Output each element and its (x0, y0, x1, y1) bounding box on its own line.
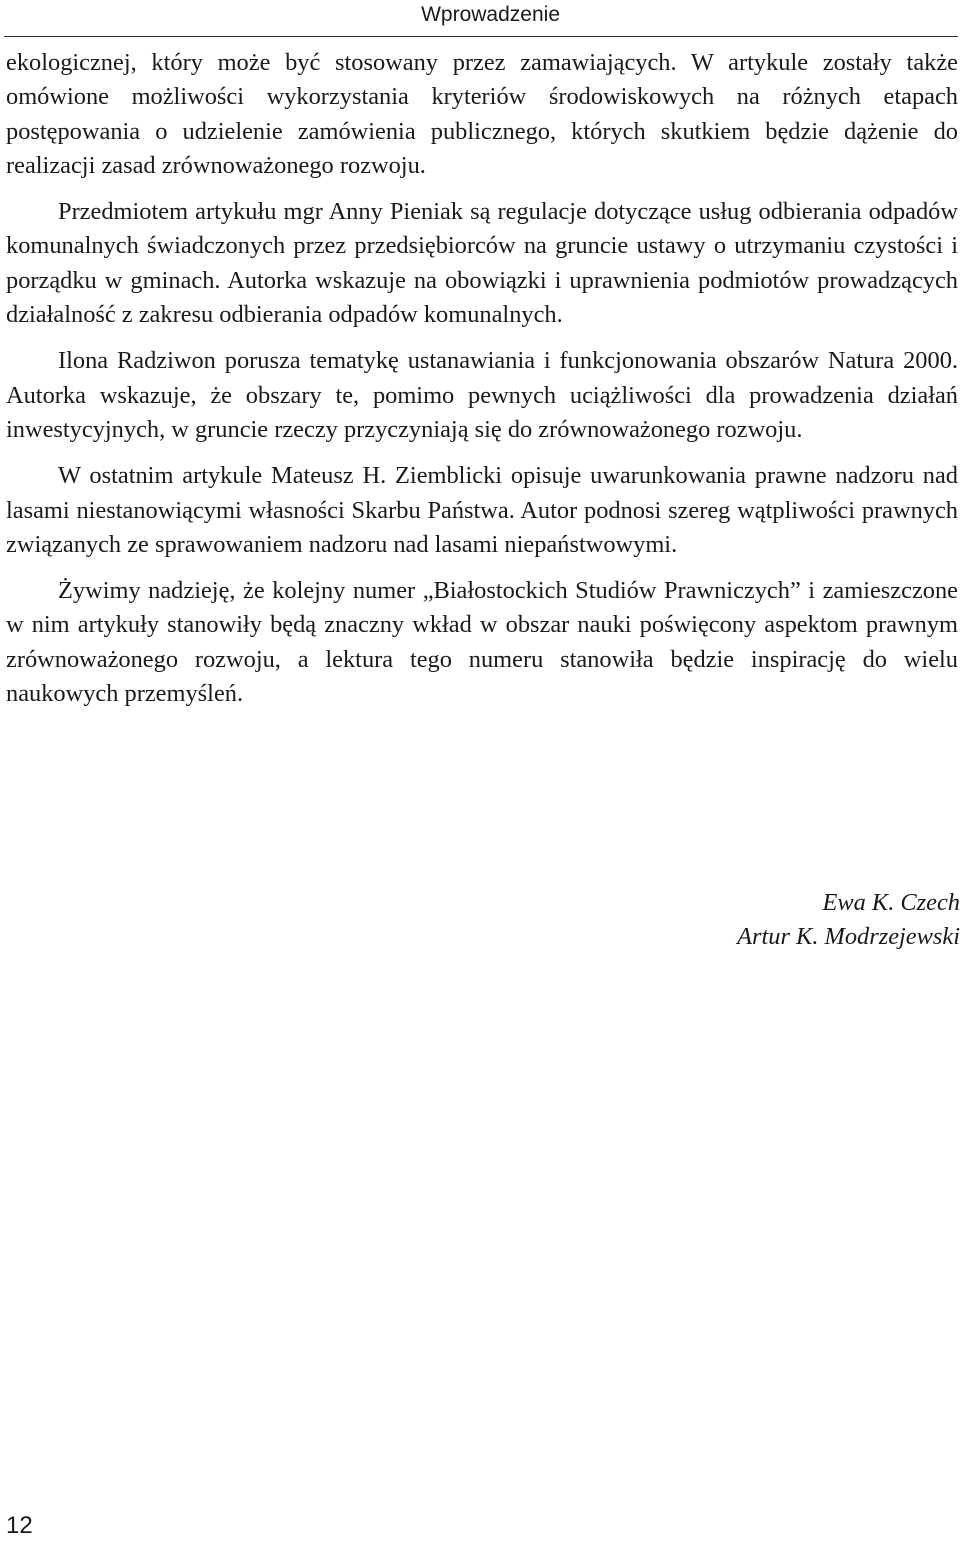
signature-author-2: Artur K. Modrzejewski (737, 923, 960, 950)
paragraph-continuation: ekologicznej, który może być stosowany przez zamawiających. W artykule zostały także omówione możliwości wykorzystania kryteriów środowiskowych na różnych etapach postępowania o udzielenie zamówienia publicznego, których skutkiem będzie dążenie do realizacji zasad zrównoważonego rozwoju. (6, 49, 958, 179)
body-text (6, 46, 958, 723)
running-header: Wprowadzenie (421, 3, 560, 26)
paragraph-pieniak: Przedmiotem artykułu mgr Anny Pieniak są regulacje dotyczące usług odbierania odpadów komunalnych świadczonych przez przedsiębiorców na gruncie ustawy o utrzymaniu czystości i porządku w gminach. Autorka wskazuje na obowiązki i uprawnienia podmiotów prowadzących działalność z zakresu odbierania odpadów komunalnych. (6, 198, 958, 329)
signatures (560, 886, 960, 954)
paragraph-radziwon: Ilona Radziwon porusza tematykę ustanawiania i funkcjonowania obszarów Natura 2000. Autorka wskazuje, że obszary te, pomimo pewnych uciążliwości dla prowadzenia działań inwestycyjnych, w gruncie rzeczy przyczyniają się do zrównoważonego rozwoju. (6, 347, 958, 443)
header-rule (4, 36, 958, 37)
paragraph-ziemblicki: W ostatnim artykule Mateusz H. Ziemblicki opisuje uwarunkowania prawne nadzoru nad lasami niestanowiącymi własności Skarbu Państwa. Autor podnosi szereg wątpliwości prawnych związanych ze sprawowaniem nadzoru nad lasami niepaństwowymi. (6, 462, 958, 558)
paragraph-closing: Żywimy nadzieję, że kolejny numer „Białostockich Studiów Prawniczych” i zamieszczone w nim artykuły stanowiły będą znaczny wkład w obszar nauki poświęcony aspektom prawnym zrównoważonego rozwoju, a lektura tego numeru stanowiła będzie inspirację do wielu naukowych przemyśleń. (6, 577, 958, 708)
signature-author-1: Ewa K. Czech (822, 889, 960, 916)
page-number: 12 (6, 1512, 33, 1539)
